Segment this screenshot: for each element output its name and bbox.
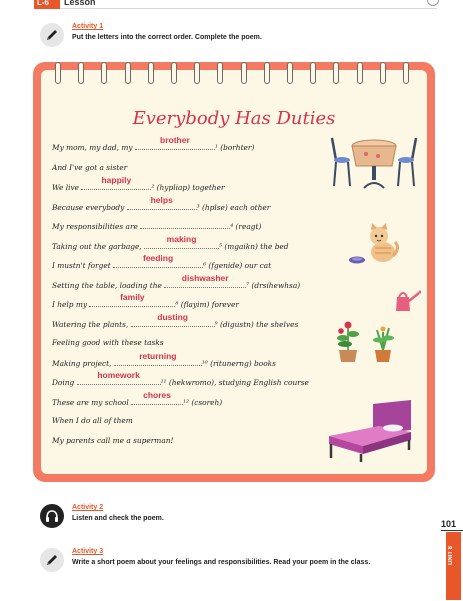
poem-line [52,351,276,369]
poem-line-text: forever [209,300,239,309]
answer-blank[interactable] [164,273,246,288]
poem-line [52,292,239,310]
blank-number: ¹⁰ [201,359,208,368]
scrambled-hint: (hplse) [199,203,228,212]
poem-line-text: I help my [52,300,90,309]
poem-notebook [33,62,435,482]
poem-line-text: the bed [257,242,289,251]
poem-line-text: Doing [52,378,77,387]
answer-text: making [166,234,197,244]
spiral-ring [310,62,316,84]
cat-image [345,222,401,266]
answer-text: dishwasher [181,273,229,283]
scrambled-hint: (borhter) [217,143,255,152]
spiral-ring [241,62,247,84]
poem-line-text: My parents call me a superman! [52,436,174,445]
spiral-ring [403,62,409,84]
answer-text: chores [143,390,172,400]
answer-blank[interactable] [77,370,161,385]
spiral-ring [55,62,61,84]
activity-1-title[interactable]: Activity 1 [72,23,104,30]
lesson-tag: L-6 [34,0,60,9]
header-circle-icon [427,0,439,6]
spiral-ring [148,62,154,84]
header-divider [60,8,437,9]
answer-blank[interactable] [113,253,203,268]
poem-line-text: My mom, my dad, my [52,143,135,152]
top-bar [0,0,463,10]
answer-blank[interactable] [114,351,202,366]
scrambled-hint: (flayim) [178,300,210,309]
answer-text: dusting [157,312,188,322]
poem-line [52,234,289,252]
poem-line [52,370,309,388]
blank-number: ¹¹ [160,378,167,387]
headphones-icon [40,504,64,528]
answer-blank[interactable] [81,175,151,190]
answer-blank[interactable] [89,292,175,307]
poem-line-text: Setting the table, loading the [52,281,165,290]
spiral-ring [380,62,386,84]
answer-text: family [120,292,145,302]
scrambled-hint: (drsihewhsa) [249,281,301,290]
poem-line [52,221,261,232]
scrambled-hint: (csoreh) [189,398,223,407]
blank-number: ⁸ [175,300,179,309]
spiral-ring [101,62,107,84]
spiral-ring [78,62,84,84]
spiral-ring [357,62,363,84]
poem-line-text: together [189,183,225,192]
poem-line [52,338,164,348]
watering-can-image [391,289,421,313]
pencil-icon [40,548,64,572]
dining-table-image [326,136,422,192]
answer-blank[interactable] [127,195,197,210]
blank-number: ² [151,183,155,192]
page-number: 101 [441,519,457,529]
poem-line-text: My responsibilities are [52,222,141,231]
scrambled-hint: (reagt) [233,222,262,231]
poem-line [52,273,301,291]
poem-line-text: We live [52,183,82,192]
blank-number: ⁴ [230,222,234,231]
answer-text: returning [139,351,177,361]
page-number-underline [441,530,463,531]
spiral-ring [264,62,270,84]
blank-number: ³ [196,203,200,212]
answer-text: feeding [142,253,174,263]
answer-text: happily [101,175,132,185]
poem-line-text: I mustn't forget [52,261,114,270]
blank-number: ⁵ [219,242,223,251]
answer-blank[interactable] [131,312,215,327]
poem-line-text: Feeling good with these tasks [52,338,164,347]
poem-line-text: Because everybody [52,203,127,212]
scrambled-hint: (mgaikn) [222,242,258,251]
poem-line [52,253,272,271]
spiral-ring [287,62,293,84]
blank-number: ⁹ [214,320,218,329]
poem-line [52,416,133,426]
answer-blank[interactable] [140,221,230,229]
spiral-ring [194,62,200,84]
answer-text: brother [160,135,190,145]
poem-line [52,312,299,330]
lesson-label: Lesson [64,0,96,7]
blank-number: ¹ [214,143,218,152]
poem-line [52,390,223,408]
spiral-ring [333,62,339,84]
blank-number: ⁷ [246,281,250,290]
poem-line [52,175,225,193]
activity-2-instruction: Listen and check the poem. [72,515,164,522]
answer-blank[interactable] [135,135,215,150]
poem-line [52,135,255,153]
scrambled-hint: (hypliap) [154,183,190,192]
answer-blank[interactable] [144,234,219,249]
poem-line-text: When I do all of them [52,416,133,425]
poem-line [52,195,271,213]
spiral-ring [171,62,177,84]
answer-text: homework [97,370,140,380]
poem-line-text: the shelves [253,320,299,329]
poem-line-text: These are my school [52,398,132,407]
pencil-icon [40,23,64,47]
poem-line-text: books [251,359,276,368]
answer-blank[interactable] [131,390,183,405]
bed-image [323,400,415,464]
answer-text: helps [150,195,173,205]
poem-line-text: Watering the plants, [52,320,131,329]
poem-line-text: Taking out the garbage, [52,242,145,251]
poem-line-text: , studying English course [214,378,309,387]
scrambled-hint: (hekwromo) [166,378,215,387]
activity-1-instruction: Put the letters into the correct order. Complete the poem. [72,34,262,41]
spiral-ring [217,62,223,84]
poem-title: Everybody Has Duties [132,108,336,129]
poem-line [52,163,127,173]
activity-3-instruction: Write a short poem about your feelings and responsibilities. Read your poem in the class. [72,559,371,566]
unit-tab [446,532,461,600]
spiral-rings [55,62,415,84]
blank-number: ⁶ [203,261,207,270]
blank-number: ¹² [183,398,190,407]
poem-line-text: Making project, [52,359,114,368]
activity-2-title[interactable]: Activity 2 [72,504,104,511]
poem-line-text: our cat [242,261,272,270]
unit-label: UNIT 8 [448,546,454,566]
activity-3-title[interactable]: Activity 3 [72,548,104,555]
poem-line-text: And I've got a sister [52,163,128,172]
potted-plants-image [333,316,405,364]
poem-line [52,436,173,446]
notebook-paper [41,70,427,474]
scrambled-hint: (fgenide) [206,261,243,270]
spiral-ring [125,62,131,84]
scrambled-hint: (ritunerng) [207,359,252,368]
scrambled-hint: (digustn) [217,320,254,329]
poem-line-text: each other [227,203,271,212]
